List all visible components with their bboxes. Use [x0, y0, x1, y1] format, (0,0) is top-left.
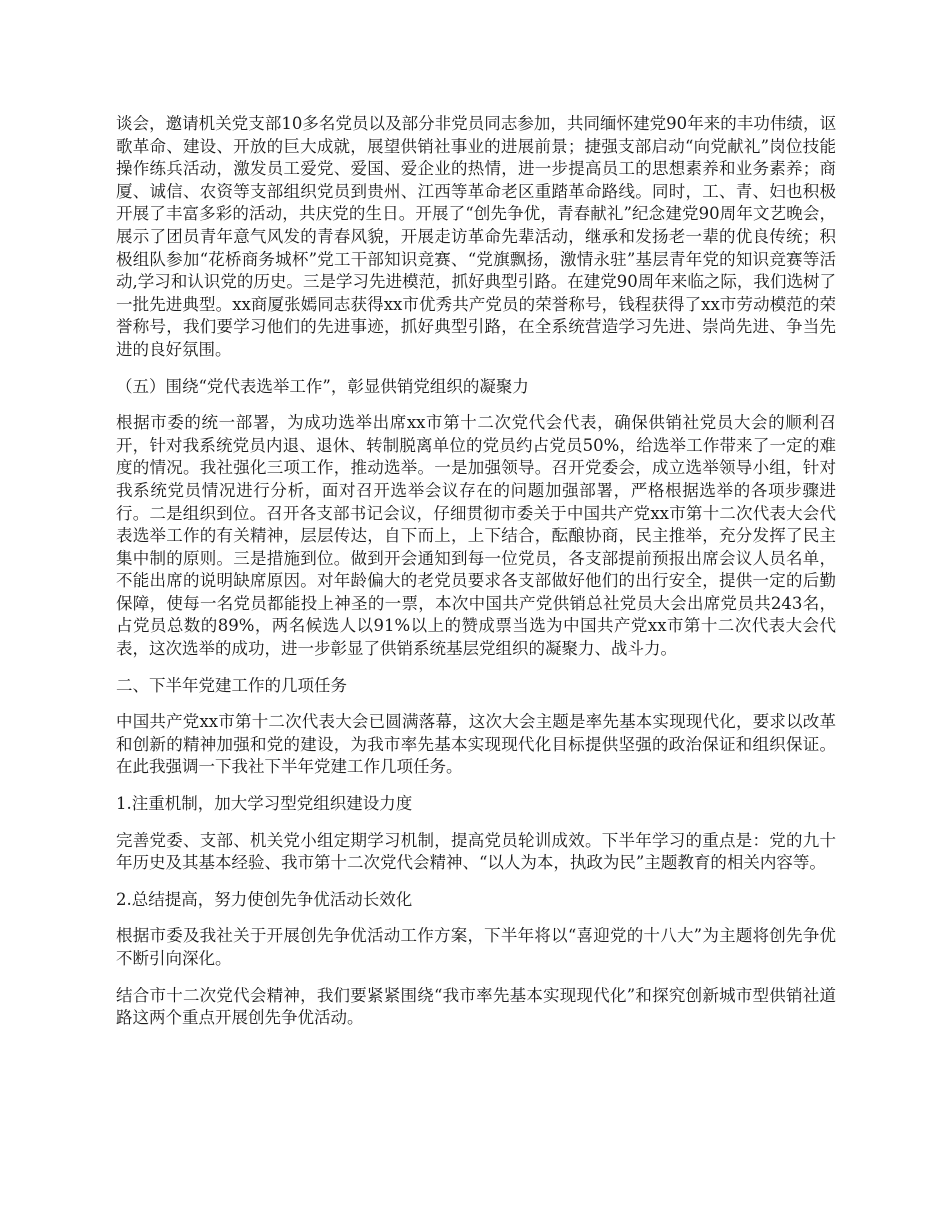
body-paragraph: 结合市十二次党代会精神，我们要紧紧围绕“我市率先基本实现现代化”和探究创新城市型供销社道路这两个重点开展创先争优活动。	[116, 985, 836, 1028]
section-heading: （五）围绕“党代表选举工作”，彰显供销党组织的凝聚力	[116, 376, 529, 396]
body-paragraph: 谈会，邀请机关党支部10多名党员以及部分非党员同志参加，共同缅怀建党90年来的丰功伟绩，讴歌革命、建设、开放的巨大成就，展望供销社事业的进展前景；捷强支部启动“向党献礼”岗位技能操作练兵活动，激发员工爱党、爱国、爱企业的热情，进一步提高员工的思想素养和业务素养；商厦、诚信、农资等支部组织党员到贵州、江西等革命老区重踏革命路线。同时，工、青、妇也积极开展了丰富多彩的活动，共庆党的生日。开展了“创先争优，青春献礼”纪念建党90周年文艺晚会，展示了团员青年意气风发的青春风貌，开展走访革命先辈活动，继承和发扬老一辈的优良传统；积极组队参加“花桥商务城杯”党工干部知识竞赛、“党旗飘扬，激情永驻”基层青年党的知识竞赛等活动,学习和认识党的历史。三是学习先进模范，抓好典型引路。在建党90周年来临之际，我们选树了一批先进典型。xx商厦张嫣同志获得xx市优秀共产党员的荣誉称号，钱程获得了xx市劳动模范的荣誉称号，我们要学习他们的先进事迹，抓好典型引路，在全系统营造学习先进、崇尚先进、争当先进的良好氛围。	[116, 114, 836, 359]
body-paragraph: 完善党委、支部、机关党小组定期学习机制，提高党员轮训成效。下半年学习的重点是：党的九十年历史及其基本经验、我市第十二次党代会精神、“以人为本，执政为民”主题教育的相关内容等。	[116, 830, 836, 873]
document-page	[116, 113, 836, 1044]
body-paragraph: 中国共产党xx市第十二次代表大会已圆满落幕，这次大会主题是率先基本实现现代化，要求以改革和创新的精神加强和党的建设，为我市率先基本实现现代化目标提供坚强的政治保证和组织保证。在此我强调一下我社下半年党建工作几项任务。	[116, 712, 836, 777]
subsection-heading: 1.注重机制，加大学习型党组织建设力度	[116, 794, 413, 814]
section-heading: 二、下半年党建工作的几项任务	[116, 675, 347, 695]
body-paragraph: 根据市委及我社关于开展创先争优活动工作方案，下半年将以“喜迎党的十八大”为主题将创先争优不断引向深化。	[116, 926, 836, 968]
subsection-heading: 2.总结提高，努力使创先争优活动长效化	[116, 889, 413, 909]
body-paragraph: 根据市委的统一部署，为成功选举出席xx市第十二次党代会代表，确保供销社党员大会的顺利召开，针对我系统党员内退、退休、转制脱离单位的党员约占党员50%，给选举工作带来了一定的难度的情况。我社强化三项工作，推动选举。一是加强领导。召开党委会，成立选举领导小组，针对我系统党员情况进行分析，面对召开选举会议存在的问题加强部署，严格根据选举的各项步骤进行。二是组织到位。召开各支部书记会议，仔细贯彻市委关于中国共产党xx市第十二次代表大会代表选举工作的有关精神，层层传达，自下而上，上下结合，酝酿协商，民主推举，充分发挥了民主集中制的原则。三是措施到位。做到开会通知到每一位党员，各支部提前预报出席会议人员名单，不能出席的说明缺席原因。对年龄偏大的老党员要求各支部做好他们的出行安全，提供一定的后勤保障，使每一名党员都能投上神圣的一票，本次中国共产党供销总社党员大会出席党员共243名，占党员总数的89%，两名候选人以91%以上的赞成票当选为中国共产党xx市第十二次代表大会代表，这次选举的成功，进一步彰显了供销系统基层党组织的凝聚力、战斗力。	[116, 413, 836, 659]
